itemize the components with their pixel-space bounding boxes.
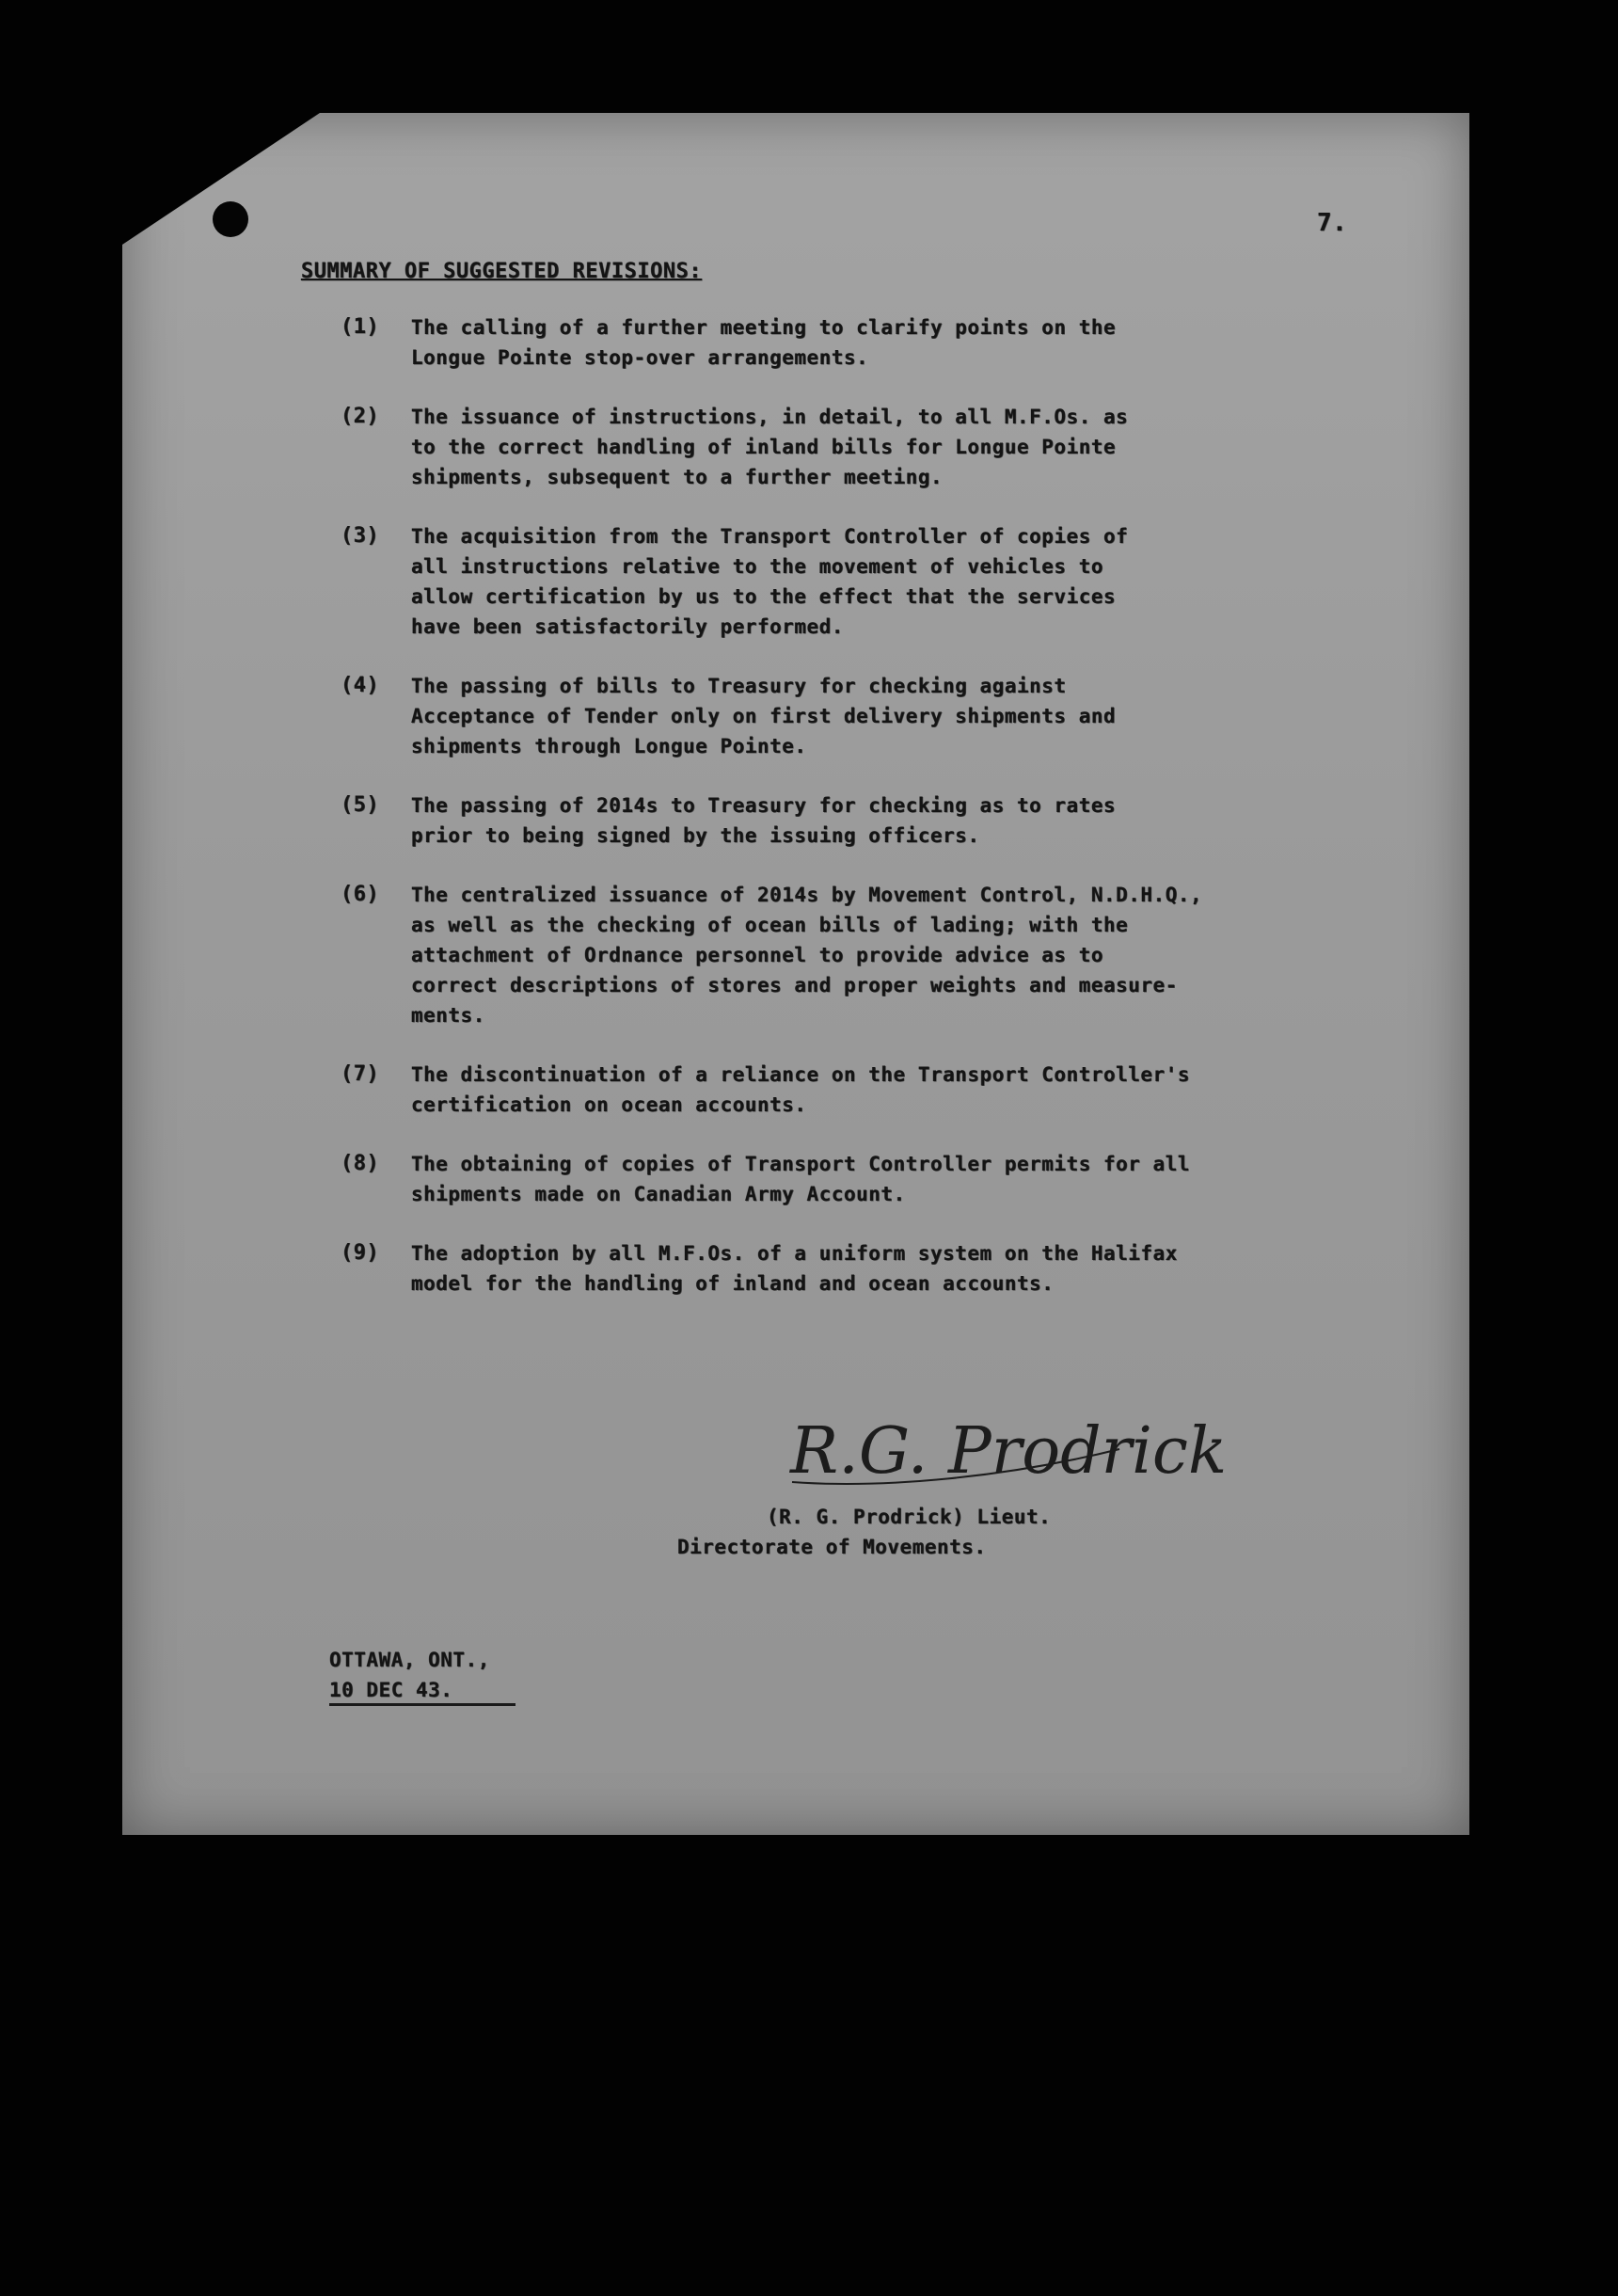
revision-item xyxy=(341,1238,1281,1299)
signer-name: (R. G. Prodrick) Lieut. xyxy=(767,1506,1052,1528)
revision-item xyxy=(341,1149,1281,1209)
revision-text: The issuance of instructions, in detail, to all M.F.Os. as to the correct handling of inland bills for Longue Pointe shipments, subsequent to a further meeting. xyxy=(411,406,1129,488)
revision-text: The calling of a further meeting to clarify points on the Longue Pointe stop-over arrangements. xyxy=(411,316,1117,369)
revision-number: (2) xyxy=(341,405,380,428)
revision-number: (3) xyxy=(341,524,380,548)
place-line: OTTAWA, ONT., xyxy=(329,1649,490,1671)
signature-block xyxy=(677,1383,1228,1571)
handwritten-signature xyxy=(771,1383,1228,1524)
revision-item xyxy=(341,671,1281,761)
revision-item xyxy=(341,790,1281,851)
revision-item xyxy=(341,1060,1281,1120)
punch-hole xyxy=(213,201,248,237)
summary-heading: SUMMARY OF SUGGESTED REVISIONS: xyxy=(301,260,703,283)
revision-number: (6) xyxy=(341,883,380,906)
revision-number: (9) xyxy=(341,1241,380,1265)
revision-text: The discontinuation of a reliance on the Transport Controller's certification on ocean accounts. xyxy=(411,1063,1191,1116)
revision-number: (5) xyxy=(341,793,380,817)
revision-item xyxy=(341,402,1281,492)
revision-number: (8) xyxy=(341,1152,380,1175)
revision-text: The adoption by all M.F.Os. of a uniform system on the Halifax model for the handling of inland and ocean accounts. xyxy=(411,1242,1178,1295)
revision-item xyxy=(341,880,1281,1030)
revision-number: (7) xyxy=(341,1062,380,1086)
revision-text: The centralized issuance of 2014s by Movement Control, N.D.H.Q., as well as the checking of ocean bills of lading; with the attachment of Ordnance personnel to provide advice as to correct descriptions of stores and proper weights and measure- ments. xyxy=(411,884,1203,1027)
revision-text: The passing of 2014s to Treasury for checking as to rates prior to being signed by the issuing officers. xyxy=(411,794,1117,847)
page-number: 7. xyxy=(1317,209,1348,237)
revision-text: The passing of bills to Treasury for checking against Acceptance of Tender only on first delivery shipments and shipments through Longue Pointe. xyxy=(411,675,1117,757)
date-line: 10 DEC 43. xyxy=(329,1679,516,1706)
signer-office: Directorate of Movements. xyxy=(677,1536,987,1558)
revision-item xyxy=(341,312,1281,373)
revision-number: (1) xyxy=(341,315,380,339)
revision-item xyxy=(341,521,1281,642)
revisions-list xyxy=(341,312,1281,1328)
revision-number: (4) xyxy=(341,674,380,697)
revision-text: The obtaining of copies of Transport Controller permits for all shipments made on Canadian Army Account. xyxy=(411,1153,1191,1205)
signature-text: R.G. Prodrick xyxy=(790,1414,1228,1489)
revision-text: The acquisition from the Transport Controller of copies of all instructions relative to the movement of vehicles to allow certification by us to the effect that the services have been satisfactorily performed. xyxy=(411,525,1129,638)
